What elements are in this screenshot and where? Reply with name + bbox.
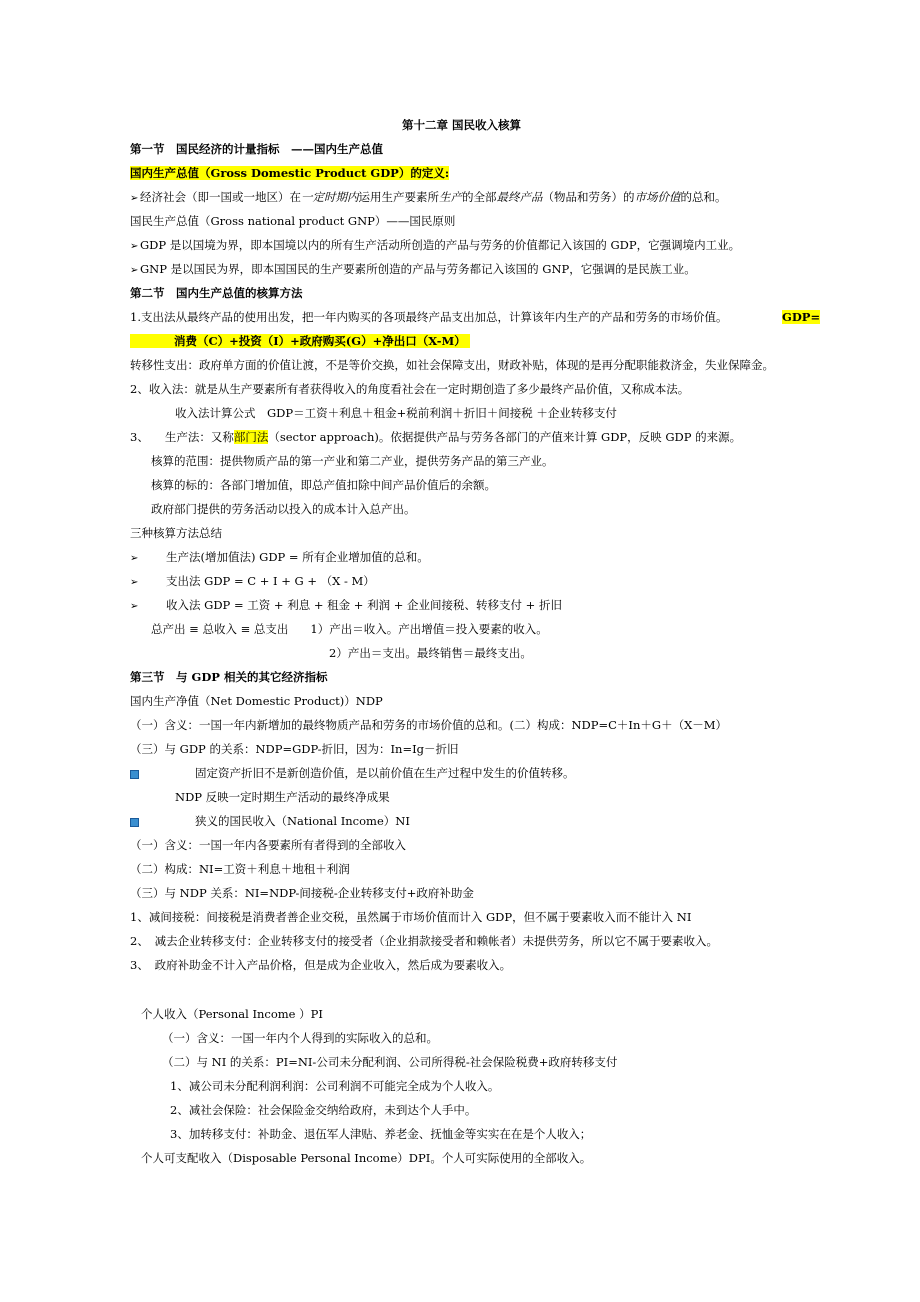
depreciation-text: 固定资产折旧不是新创造价值，是以前价值在生产过程中发生的价值转移。 xyxy=(195,766,575,780)
income-formula: 收入法计算公式 GDP＝工资＋利息＋租金+税前利润＋折旧＋间接税 ＋企业转移支付 xyxy=(175,406,617,420)
gdp-border-text xyxy=(130,237,740,255)
arrow-bullet-icon: ➢ xyxy=(130,265,139,276)
accounting-scope: 核算的范围：提供物质产品的第一产业和第二产业，提供劳务产品的第三产业。 xyxy=(151,454,554,468)
text-segment: （sector approach)。依据提供产品与劳务各部门的产值来计算 GDP，反映 GDP 的来源。 xyxy=(268,430,742,444)
expenditure-formula-highlight: 消费（C）+投资（I）+政府购买(G）+净出口（X-M） xyxy=(130,334,470,348)
text-segment: 的总和。 xyxy=(680,190,727,204)
dpi-text: 个人可支配收入（Disposable Personal Income）DPI。个人可实际使用的全部收入。 xyxy=(141,1151,592,1165)
emphasis-text: 市场价值 xyxy=(634,190,681,204)
gdp-definition-label xyxy=(130,165,449,181)
arrow-bullet-icon: ➢ xyxy=(130,577,139,588)
text-segment: 生产法(增加值法) GDP = 所有企业增加值的总和。 xyxy=(166,550,429,564)
text-segment: （物品和劳务）的 xyxy=(542,190,635,204)
ndp-label: 国内生产净值（Net Domestic Product)）NDP xyxy=(130,694,383,708)
arrow-bullet-icon: ➢ xyxy=(130,553,139,564)
transfer-payment-text: 转移性支出：政府单方面的价值让渡，不是等价交换，如社会保障支出，财政补贴，体现的是再分配职能救济金，失业保障金。 xyxy=(130,358,774,372)
ndp-reflect: NDP 反映一定时期生产活动的最终净成果 xyxy=(175,790,390,804)
ni-relation: （三）与 NDP 关系：NI=NDP-间接税-企业转移支付+政府补助金 xyxy=(130,886,474,900)
text-segment: GDP 是以国境为界，即本国境以内的所有生产活动所创造的产品与劳务的价值都记入该国的 GDP，它强调境内工业。 xyxy=(140,238,741,252)
text-segment: 经济社会（即一国或一地区）在 xyxy=(140,190,301,204)
gdp-definition-text xyxy=(130,189,727,207)
ndp-meaning: （一）含义：一国一年内新增加的最终物质产品和劳务的市场价值的总和。(二）构成：NDP=C＋In＋G＋（X－M） xyxy=(130,718,728,732)
ndp-relation: （三）与 GDP 的关系：NDP=GDP-折旧，因为：In=Ig－折旧 xyxy=(130,742,459,756)
summary-title: 三种核算方法总结 xyxy=(130,526,222,540)
summary-expenditure xyxy=(130,573,375,591)
identity-line xyxy=(151,621,548,637)
text-segment: 生产法：又称 xyxy=(164,430,234,444)
item-number: 3、 xyxy=(130,430,149,444)
square-bullet-icon xyxy=(130,818,139,827)
pi-meaning: （一）含义：一国一年内个人得到的实际收入的总和。 xyxy=(162,1031,438,1045)
ni-label: 狭义的国民收入（National Income）NI xyxy=(195,814,410,828)
gdp-definition-highlight: 国内生产总值（Gross Domestic Product GDP）的定义: xyxy=(130,166,450,180)
square-bullet-icon xyxy=(130,770,139,779)
expenditure-formula xyxy=(130,333,470,349)
identity-equation: 总产出 ≡ 总收入 ≡ 总支出 xyxy=(151,622,289,636)
section-2-heading: 第二节 国内生产总值的核算方法 xyxy=(130,286,303,300)
text-segment: 运用生产要素所 xyxy=(358,190,439,204)
pi-reason-3: 3、加转移支付：补助金、退伍军人津贴、养老金、抚恤金等实实在在是个人收入； xyxy=(170,1127,592,1141)
sector-method-highlight: 部门法 xyxy=(233,430,269,444)
chapter-title: 第十二章 国民收入核算 xyxy=(402,118,522,132)
section-3-heading: 第三节 与 GDP 相关的其它经济指标 xyxy=(130,670,328,684)
summary-income xyxy=(130,597,562,615)
ni-reason-1: 1、减间接税：间接税是消费者善企业交税，虽然属于市场价值而计入 GDP，但不属于要素收入而不能计入 NI xyxy=(130,910,692,924)
emphasis-text: 一定时期内 xyxy=(301,190,359,204)
expenditure-method: 1.支出法从最终产品的使用出发，把一年内购买的各项最终产品支出加总，计算该年内生产的产品和劳务的市场价值。 xyxy=(130,310,728,324)
emphasis-text: 生产 xyxy=(439,190,462,204)
text-segment: 的全部 xyxy=(462,190,497,204)
government-service: 政府部门提供的劳务活动以投入的成本计入总产出。 xyxy=(151,502,416,516)
pi-reason-2: 2、减社会保险：社会保险金交纳给政府，未到达个人手中。 xyxy=(170,1103,477,1117)
ni-reason-3: 3、 政府补助金不计入产品价格，但是成为企业收入，然后成为要素收入。 xyxy=(130,958,512,972)
accounting-target: 核算的标的：各部门增加值，即总产值扣除中间产品价值后的余额。 xyxy=(151,478,496,492)
summary-production xyxy=(130,549,429,567)
arrow-bullet-icon: ➢ xyxy=(130,193,139,204)
income-method: 2、收入法：就是从生产要素所有者获得收入的角度看社会在一定时期创造了多少最终产品价值，又称成本法。 xyxy=(130,382,690,396)
pi-relation: （二）与 NI 的关系：PI=NI-公司未分配利润、公司所得税-社会保险税费+政府转移支付 xyxy=(162,1055,618,1069)
text-segment: 收入法 GDP = 工资 + 利息 + 租金 + 利润 + 企业间接税、转移支付 + 折旧 xyxy=(166,598,562,612)
ni-meaning: （一）含义：一国一年内各要素所有者得到的全部收入 xyxy=(130,838,406,852)
arrow-bullet-icon: ➢ xyxy=(130,241,139,252)
ni-reason-2: 2、 减去企业转移支付：企业转移支付的接受者（企业捐款接受者和赖帐者）未提供劳务，所以它不属于要素收入。 xyxy=(130,934,719,948)
gnp-people-text xyxy=(130,261,696,279)
text-segment: GNP 是以国民为界，即本国国民的生产要素所创造的产品与劳务都记入该国的 GNP，它强调的是民族工业。 xyxy=(140,262,696,276)
identity-note-1: 1）产出＝收入。产出增值＝投入要素的收入。 xyxy=(310,622,548,636)
section-1-heading: 第一节 国民经济的计量指标 ——国内生产总值 xyxy=(130,142,383,156)
text-segment: 支出法 GDP = C + I + G + （X - M） xyxy=(166,574,375,588)
gnp-label: 国民生产总值（Gross national product GNP）——国民原则 xyxy=(130,214,456,228)
production-method xyxy=(130,429,741,445)
identity-note-2: 2）产出＝支出。最终销售＝最终支出。 xyxy=(329,646,532,660)
gdp-equals-label xyxy=(782,309,820,325)
pi-reason-1: 1、减公司未分配利润利润：公司利润不可能完全成为个人收入。 xyxy=(170,1079,500,1093)
emphasis-text: 最终产品 xyxy=(496,190,543,204)
gdp-equals-highlight: GDP= xyxy=(782,310,821,324)
pi-label: 个人收入（Personal Income ）PI xyxy=(141,1007,323,1021)
ni-composition: （二）构成：NI=工资＋利息＋地租＋利润 xyxy=(130,862,350,876)
arrow-bullet-icon: ➢ xyxy=(130,601,139,612)
